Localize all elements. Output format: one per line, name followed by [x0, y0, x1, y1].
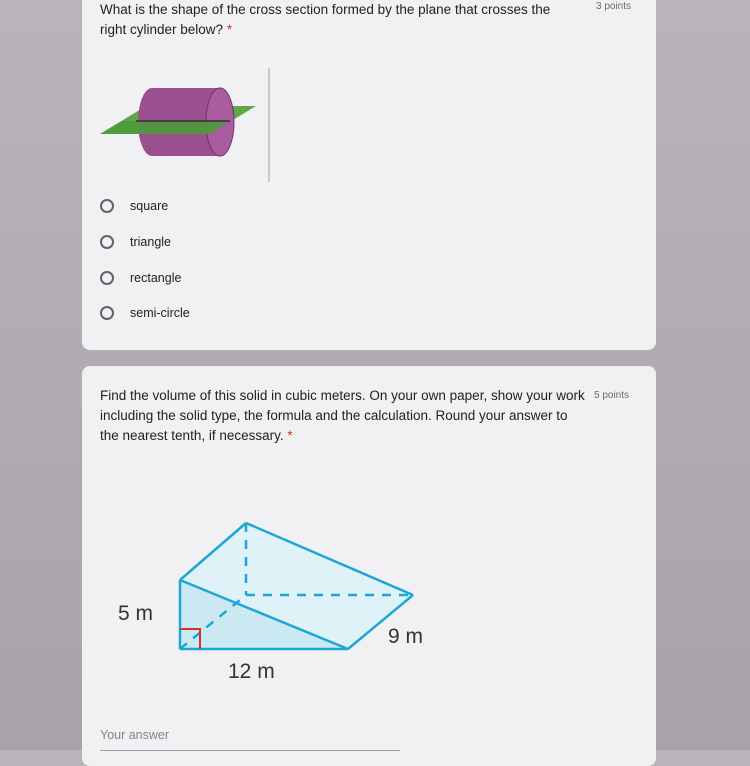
option-semi-circle[interactable] [100, 303, 190, 323]
length-label: 9 m [388, 625, 424, 648]
cylinder-cross-section-figure [100, 80, 260, 160]
option-triangle[interactable] [100, 232, 171, 252]
option-label: rectangle [130, 271, 182, 285]
radio-button[interactable] [100, 306, 114, 320]
plane-front [100, 121, 230, 134]
option-label: triangle [130, 235, 171, 249]
question-1-card [82, 0, 656, 350]
height-label: 5 m [118, 602, 154, 625]
base-label: 12 m [228, 660, 275, 683]
option-rectangle[interactable] [100, 268, 181, 288]
answer-input[interactable] [100, 724, 400, 751]
radio-button[interactable] [100, 271, 114, 285]
triangular-prism-figure [110, 515, 450, 690]
image-divider [268, 68, 270, 182]
radio-button[interactable] [100, 199, 114, 213]
radio-button[interactable] [100, 235, 114, 249]
question-2-text: Find the volume of this solid in cubic meters. On your own paper, show your work including the solid type, the formula and the calculation. Round your answer to the nearest tenth, if necessary. * [100, 388, 585, 443]
option-label: semi-circle [130, 306, 190, 320]
question-1-points: 3 points [596, 1, 632, 12]
option-label: square [130, 199, 169, 213]
required-mark: * [287, 428, 293, 443]
option-square[interactable] [100, 196, 168, 216]
question-2-points: 5 points [594, 390, 630, 401]
answer-placeholder: Your answer [100, 728, 170, 742]
required-mark: * [226, 22, 233, 37]
question-1-text: What is the shape of the cross section formed by the plane that crosses the right cylinder below? * [100, 2, 551, 37]
